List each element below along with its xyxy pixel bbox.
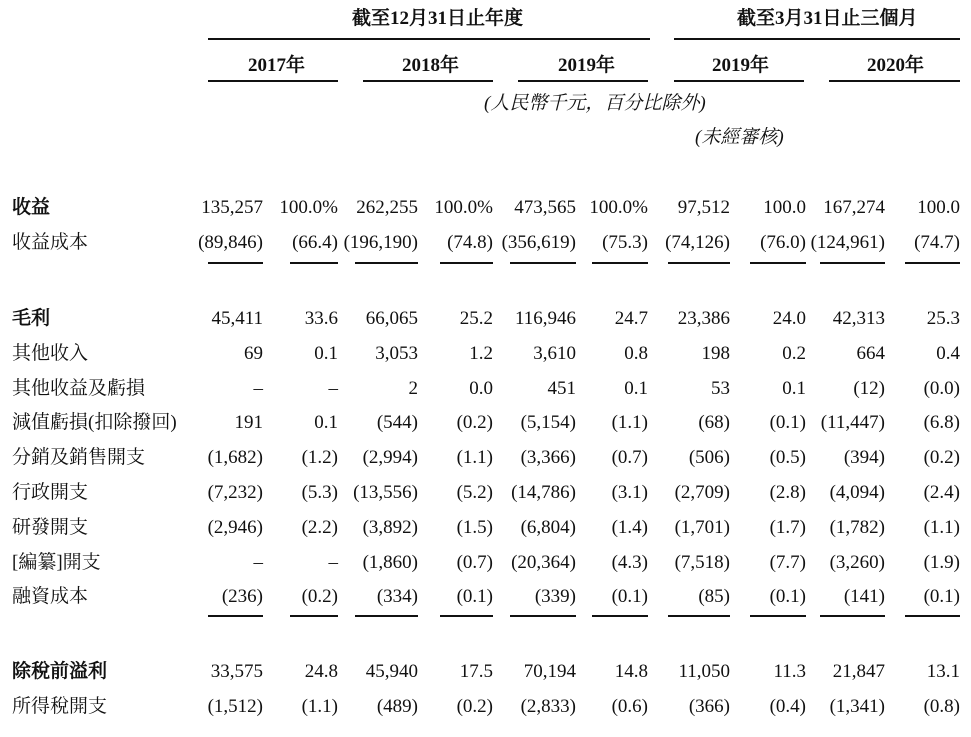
cell-income-tax-expense-2019-amount: (2,833)	[520, 696, 576, 717]
cell-profit-before-tax-2019q1-pct: 11.3	[773, 661, 806, 682]
underline-finance-costs-2018-pct	[440, 615, 493, 617]
cell-other-gains-losses-2017-pct: –	[328, 378, 338, 399]
cell-income-tax-expense-2019-pct: (0.6)	[611, 696, 648, 717]
cell-listing-expenses-2018-pct: (0.7)	[456, 552, 493, 573]
cell-distribution-selling-expenses-2018-amount: (2,994)	[362, 447, 418, 468]
cell-listing-expenses-2019q1-amount: (7,518)	[674, 552, 730, 573]
cell-profit-before-tax-2017-pct: 24.8	[304, 661, 338, 682]
cell-distribution-selling-expenses-2019q1-pct: (0.5)	[769, 447, 806, 468]
underline-cost-of-revenue-2017-pct	[290, 262, 338, 264]
cell-gross-profit-2017-pct: 33.6	[304, 308, 338, 329]
row-label-profit-before-tax: 除稅前溢利	[12, 661, 108, 682]
cell-administrative-expenses-2018-pct: (5.2)	[456, 482, 493, 503]
underline-finance-costs-2018-amount	[355, 615, 418, 617]
cell-administrative-expenses-2019q1-amount: (2,709)	[674, 482, 730, 503]
cell-finance-costs-2019q1-amount: (85)	[698, 586, 730, 607]
year-header-2019: 2019年	[558, 55, 616, 76]
cell-income-tax-expense-2018-pct: (0.2)	[456, 696, 493, 717]
cell-cost-of-revenue-2019q1-pct: (76.0)	[760, 232, 806, 253]
group-header-three-months: 截至3月31日止三個月	[737, 8, 918, 29]
cell-finance-costs-2017-pct: (0.2)	[301, 586, 338, 607]
cell-administrative-expenses-2019-amount: (14,786)	[511, 482, 576, 503]
underline-cost-of-revenue-2019q1-pct	[750, 262, 806, 264]
cell-rd-expenses-2020q1-amount: (1,782)	[829, 517, 885, 538]
underline-finance-costs-2019-pct	[592, 615, 648, 617]
cell-other-gains-losses-2019q1-pct: 0.1	[782, 378, 806, 399]
cell-rd-expenses-2019-amount: (6,804)	[520, 517, 576, 538]
cell-rd-expenses-2018-amount: (3,892)	[362, 517, 418, 538]
underline-cost-of-revenue-2019-amount	[510, 262, 576, 264]
cell-gross-profit-2018-pct: 25.2	[459, 308, 493, 329]
cell-cost-of-revenue-2020q1-amount: (124,961)	[810, 232, 885, 253]
cell-rd-expenses-2017-amount: (2,946)	[207, 517, 263, 538]
cell-gross-profit-2019q1-pct: 24.0	[772, 308, 806, 329]
cell-administrative-expenses-2020q1-amount: (4,094)	[829, 482, 885, 503]
cell-finance-costs-2020q1-pct: (0.1)	[923, 586, 960, 607]
cell-other-income-2018-amount: 3,053	[375, 343, 418, 364]
cell-distribution-selling-expenses-2018-pct: (1.1)	[456, 447, 493, 468]
cell-cost-of-revenue-2018-amount: (196,190)	[343, 232, 418, 253]
cell-revenue-2020q1-amount: 167,274	[823, 197, 885, 218]
cell-impairment-losses-2019q1-pct: (0.1)	[769, 412, 806, 433]
cell-revenue-2019q1-pct: 100.0	[763, 197, 806, 218]
underline-finance-costs-2019-amount	[510, 615, 576, 617]
cell-revenue-2018-amount: 262,255	[356, 197, 418, 218]
cell-other-income-2020q1-pct: 0.4	[936, 343, 960, 364]
cell-income-tax-expense-2018-amount: (489)	[376, 696, 418, 717]
cell-impairment-losses-2019-amount: (5,154)	[520, 412, 576, 433]
cell-listing-expenses-2019-amount: (20,364)	[511, 552, 576, 573]
cell-distribution-selling-expenses-2017-pct: (1.2)	[301, 447, 338, 468]
row-label-income-tax-expense: 所得稅開支	[12, 696, 108, 717]
year-rule-2018	[363, 80, 493, 82]
underline-cost-of-revenue-2019-pct	[592, 262, 648, 264]
cell-income-tax-expense-2019q1-amount: (366)	[688, 696, 730, 717]
cell-listing-expenses-2019-pct: (4.3)	[611, 552, 648, 573]
cell-other-income-2018-pct: 1.2	[469, 343, 493, 364]
cell-rd-expenses-2020q1-pct: (1.1)	[923, 517, 960, 538]
cell-impairment-losses-2019q1-amount: (68)	[698, 412, 730, 433]
row-label-finance-costs: 融資成本	[12, 586, 89, 607]
underline-cost-of-revenue-2020q1-pct	[905, 262, 960, 264]
cell-cost-of-revenue-2019q1-amount: (74,126)	[665, 232, 730, 253]
cell-impairment-losses-2020q1-pct: (6.8)	[923, 412, 960, 433]
cell-gross-profit-2020q1-amount: 42,313	[832, 308, 885, 329]
underline-cost-of-revenue-2017-amount	[208, 262, 263, 264]
cell-gross-profit-2020q1-pct: 25.3	[926, 308, 960, 329]
underline-finance-costs-2020q1-amount	[820, 615, 885, 617]
cell-rd-expenses-2018-pct: (1.5)	[456, 517, 493, 538]
cell-other-gains-losses-2019-pct: 0.1	[624, 378, 648, 399]
cell-impairment-losses-2017-amount: 191	[234, 412, 263, 433]
cell-impairment-losses-2020q1-amount: (11,447)	[820, 412, 885, 433]
row-label-cost-of-revenue: 收益成本	[12, 232, 89, 253]
cell-profit-before-tax-2017-amount: 33,575	[210, 661, 263, 682]
cell-income-tax-expense-2019q1-pct: (0.4)	[769, 696, 806, 717]
cell-other-gains-losses-2020q1-pct: (0.0)	[923, 378, 960, 399]
cell-cost-of-revenue-2020q1-pct: (74.7)	[914, 232, 960, 253]
cell-listing-expenses-2020q1-pct: (1.9)	[923, 552, 960, 573]
underline-cost-of-revenue-2018-pct	[440, 262, 493, 264]
cell-impairment-losses-2018-amount: (544)	[376, 412, 418, 433]
underline-cost-of-revenue-2018-amount	[355, 262, 418, 264]
cell-profit-before-tax-2019q1-amount: 11,050	[678, 661, 730, 682]
cell-rd-expenses-2017-pct: (2.2)	[301, 517, 338, 538]
cell-impairment-losses-2018-pct: (0.2)	[456, 412, 493, 433]
unit-note: (人民幣千元，百分比除外)	[484, 93, 706, 114]
cell-finance-costs-2017-amount: (236)	[221, 586, 263, 607]
cell-revenue-2018-pct: 100.0%	[434, 197, 493, 218]
cell-gross-profit-2019-pct: 24.7	[614, 308, 648, 329]
cell-listing-expenses-2020q1-amount: (3,260)	[829, 552, 885, 573]
unaudited-note: (未經審核)	[695, 127, 784, 148]
cell-administrative-expenses-2020q1-pct: (2.4)	[923, 482, 960, 503]
row-label-gross-profit: 毛利	[12, 308, 51, 329]
cell-other-gains-losses-2017-amount: –	[253, 378, 263, 399]
underline-finance-costs-2019q1-pct	[750, 615, 806, 617]
cell-distribution-selling-expenses-2019-pct: (0.7)	[611, 447, 648, 468]
cell-impairment-losses-2017-pct: 0.1	[314, 412, 338, 433]
cell-gross-profit-2018-amount: 66,065	[365, 308, 418, 329]
cell-other-gains-losses-2018-amount: 2	[408, 378, 418, 399]
cell-administrative-expenses-2019q1-pct: (2.8)	[769, 482, 806, 503]
year-header-2017: 2017年	[248, 55, 306, 76]
cell-listing-expenses-2017-amount: –	[253, 552, 263, 573]
cell-gross-profit-2017-amount: 45,411	[211, 308, 263, 329]
cell-income-tax-expense-2020q1-amount: (1,341)	[829, 696, 885, 717]
cell-other-gains-losses-2019q1-amount: 53	[711, 378, 730, 399]
cell-finance-costs-2018-pct: (0.1)	[456, 586, 493, 607]
cell-cost-of-revenue-2017-amount: (89,846)	[198, 232, 263, 253]
cell-finance-costs-2020q1-amount: (141)	[843, 586, 885, 607]
cell-revenue-2017-pct: 100.0%	[279, 197, 338, 218]
cell-income-tax-expense-2020q1-pct: (0.8)	[923, 696, 960, 717]
cell-income-tax-expense-2017-pct: (1.1)	[301, 696, 338, 717]
cell-gross-profit-2019-amount: 116,946	[514, 308, 576, 329]
cell-income-tax-expense-2017-amount: (1,512)	[207, 696, 263, 717]
cell-other-gains-losses-2018-pct: 0.0	[469, 378, 493, 399]
group-header-year-end: 截至12月31日止年度	[352, 8, 524, 29]
year-rule-2017	[208, 80, 338, 82]
row-label-rd-expenses: 研發開支	[12, 517, 89, 538]
cell-revenue-2020q1-pct: 100.0	[917, 197, 960, 218]
cell-revenue-2019-pct: 100.0%	[589, 197, 648, 218]
cell-other-gains-losses-2020q1-amount: (12)	[853, 378, 885, 399]
year-header-2019-q1: 2019年	[712, 55, 770, 76]
year-header-2018: 2018年	[402, 55, 460, 76]
year-rule-2020-q1	[829, 80, 960, 82]
cell-rd-expenses-2019q1-pct: (1.7)	[769, 517, 806, 538]
underline-cost-of-revenue-2019q1-amount	[668, 262, 730, 264]
group-rule-three-months	[674, 38, 960, 40]
underline-cost-of-revenue-2020q1-amount	[820, 262, 885, 264]
cell-profit-before-tax-2019-amount: 70,194	[523, 661, 576, 682]
underline-finance-costs-2017-pct	[290, 615, 338, 617]
cell-gross-profit-2019q1-amount: 23,386	[677, 308, 730, 329]
cell-profit-before-tax-2019-pct: 14.8	[614, 661, 648, 682]
cell-other-income-2019-pct: 0.8	[624, 343, 648, 364]
group-rule-year-end	[208, 38, 650, 40]
cell-distribution-selling-expenses-2017-amount: (1,682)	[207, 447, 263, 468]
cell-cost-of-revenue-2019-pct: (75.3)	[602, 232, 648, 253]
cell-administrative-expenses-2018-amount: (13,556)	[353, 482, 418, 503]
row-label-distribution-selling-expenses: 分銷及銷售開支	[12, 447, 146, 468]
cell-impairment-losses-2019-pct: (1.1)	[611, 412, 648, 433]
row-label-administrative-expenses: 行政開支	[12, 482, 89, 503]
cell-other-income-2020q1-amount: 664	[856, 343, 885, 364]
cell-other-income-2019q1-pct: 0.2	[782, 343, 806, 364]
cell-profit-before-tax-2018-amount: 45,940	[365, 661, 418, 682]
cell-listing-expenses-2019q1-pct: (7.7)	[769, 552, 806, 573]
cell-cost-of-revenue-2017-pct: (66.4)	[292, 232, 338, 253]
cell-rd-expenses-2019-pct: (1.4)	[611, 517, 648, 538]
year-rule-2019	[518, 80, 648, 82]
cell-other-gains-losses-2019-amount: 451	[547, 378, 576, 399]
cell-administrative-expenses-2019-pct: (3.1)	[611, 482, 648, 503]
cell-cost-of-revenue-2019-amount: (356,619)	[501, 232, 576, 253]
cell-distribution-selling-expenses-2020q1-pct: (0.2)	[923, 447, 960, 468]
cell-cost-of-revenue-2018-pct: (74.8)	[447, 232, 493, 253]
cell-other-income-2017-amount: 69	[244, 343, 263, 364]
cell-rd-expenses-2019q1-amount: (1,701)	[674, 517, 730, 538]
cell-other-income-2019-amount: 3,610	[533, 343, 576, 364]
cell-other-income-2019q1-amount: 198	[701, 343, 730, 364]
underline-finance-costs-2017-amount	[208, 615, 263, 617]
cell-revenue-2017-amount: 135,257	[201, 197, 263, 218]
cell-distribution-selling-expenses-2019-amount: (3,366)	[520, 447, 576, 468]
underline-finance-costs-2019q1-amount	[668, 615, 730, 617]
row-label-impairment-losses: 減值虧損(扣除撥回)	[12, 412, 177, 433]
year-rule-2019-q1	[674, 80, 804, 82]
cell-profit-before-tax-2020q1-amount: 21,847	[832, 661, 885, 682]
underline-finance-costs-2020q1-pct	[905, 615, 960, 617]
cell-administrative-expenses-2017-pct: (5.3)	[301, 482, 338, 503]
row-label-other-gains-losses: 其他收益及虧損	[12, 378, 146, 399]
cell-listing-expenses-2017-pct: –	[328, 552, 338, 573]
cell-distribution-selling-expenses-2019q1-amount: (506)	[688, 447, 730, 468]
cell-distribution-selling-expenses-2020q1-amount: (394)	[843, 447, 885, 468]
cell-finance-costs-2018-amount: (334)	[376, 586, 418, 607]
row-label-revenue: 收益	[12, 197, 51, 218]
row-label-listing-expenses: [編纂]開支	[12, 552, 101, 573]
cell-revenue-2019q1-amount: 97,512	[677, 197, 730, 218]
year-header-2020-q1: 2020年	[867, 55, 925, 76]
cell-finance-costs-2019-pct: (0.1)	[611, 586, 648, 607]
cell-finance-costs-2019q1-pct: (0.1)	[769, 586, 806, 607]
cell-administrative-expenses-2017-amount: (7,232)	[207, 482, 263, 503]
cell-profit-before-tax-2020q1-pct: 13.1	[926, 661, 960, 682]
cell-other-income-2017-pct: 0.1	[314, 343, 338, 364]
cell-profit-before-tax-2018-pct: 17.5	[459, 661, 493, 682]
row-label-other-income: 其他收入	[12, 343, 89, 364]
cell-finance-costs-2019-amount: (339)	[534, 586, 576, 607]
cell-listing-expenses-2018-amount: (1,860)	[362, 552, 418, 573]
cell-revenue-2019-amount: 473,565	[514, 197, 576, 218]
